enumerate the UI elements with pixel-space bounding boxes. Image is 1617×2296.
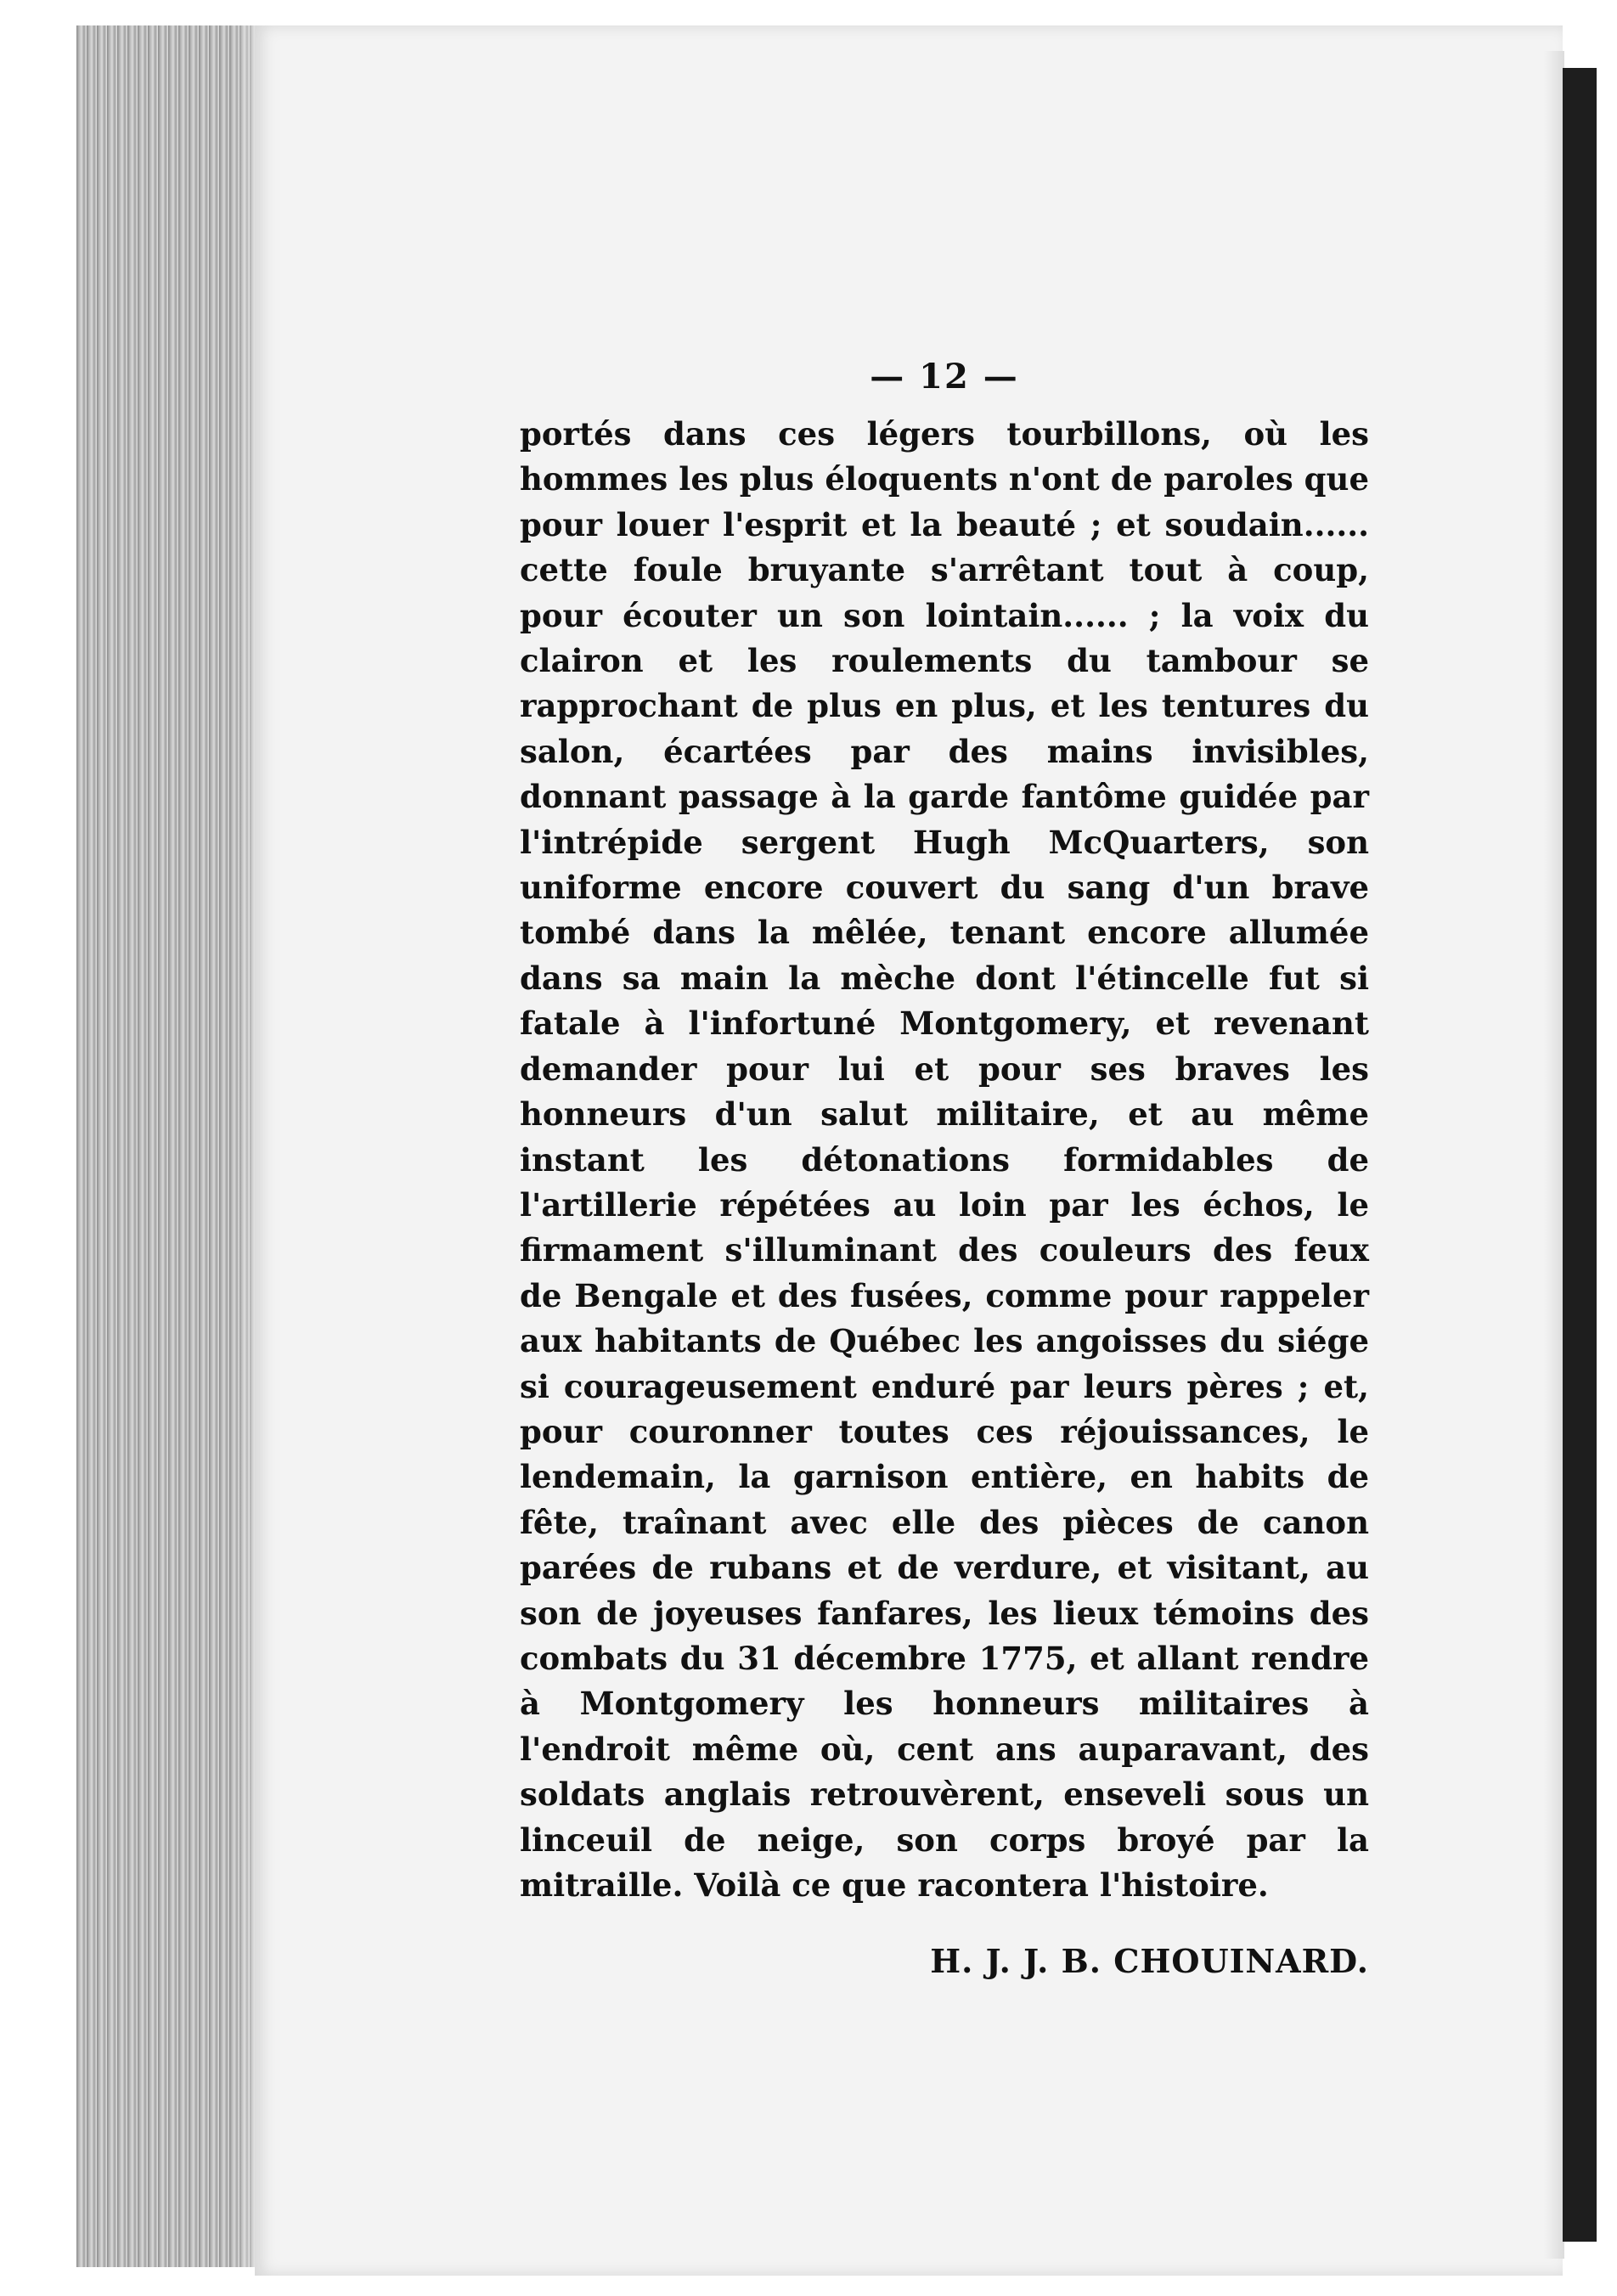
author-signature: H. J. J. B. CHOUINARD. — [930, 1942, 1369, 1981]
page-right-margin — [1544, 51, 1564, 2259]
book-page-edges — [76, 25, 285, 2267]
page-content — [520, 357, 1369, 1980]
book-cover-edge — [1563, 68, 1597, 2242]
page-number: — 12 — — [870, 357, 1019, 397]
body-paragraph: portés dans ces légers tourbillons, où les hommes les plus éloquents n'ont de paroles que pour louer l'esprit et la beauté ; et soudain...... cette foule bruyante s'arrêtant tout à coup, pour écouter un son lointain...... ; la voix du clairon et les roulements du tambour se rapprochant de plus en plus, et les tentures du salon, écartées par des mains invisibles, donnant passage à la garde fantôme guidée par l'intrépide sergent Hugh McQuarters, son uniforme encore couvert du sang d'un brave tombé dans la mêlée, tenant encore allumée dans sa main la mèche dont l'étincelle fut si fatale à l'infortuné Montgomery, et revenant demander pour lui et pour ses braves les honneurs d'un salut militaire, et au même instant les détonations formidables de l'artillerie répétées au loin par les échos, le firmament s'illuminant des couleurs des feux de Bengale et des fusées, comme pour rappeler aux habitants de Québec les angoisses du siége si courageusement enduré par leurs pères ; et, pour couronner toutes ces réjouissances, le lendemain, la garnison entière, en habits de fête, traînant avec elle des pièces de canon parées de rubans et de verdure, et visitant, au son de joyeuses fanfares, les lieux témoins des combats du 31 décembre 1775, et allant rendre à Montgomery les honneurs militaires à l'endroit même où, cent ans auparavant, des soldats anglais retrouvèrent, enseveli sous un linceuil de neige, son corps broyé par la mitraille. Voilà ce que racontera l'histoire. — [520, 415, 1369, 1904]
